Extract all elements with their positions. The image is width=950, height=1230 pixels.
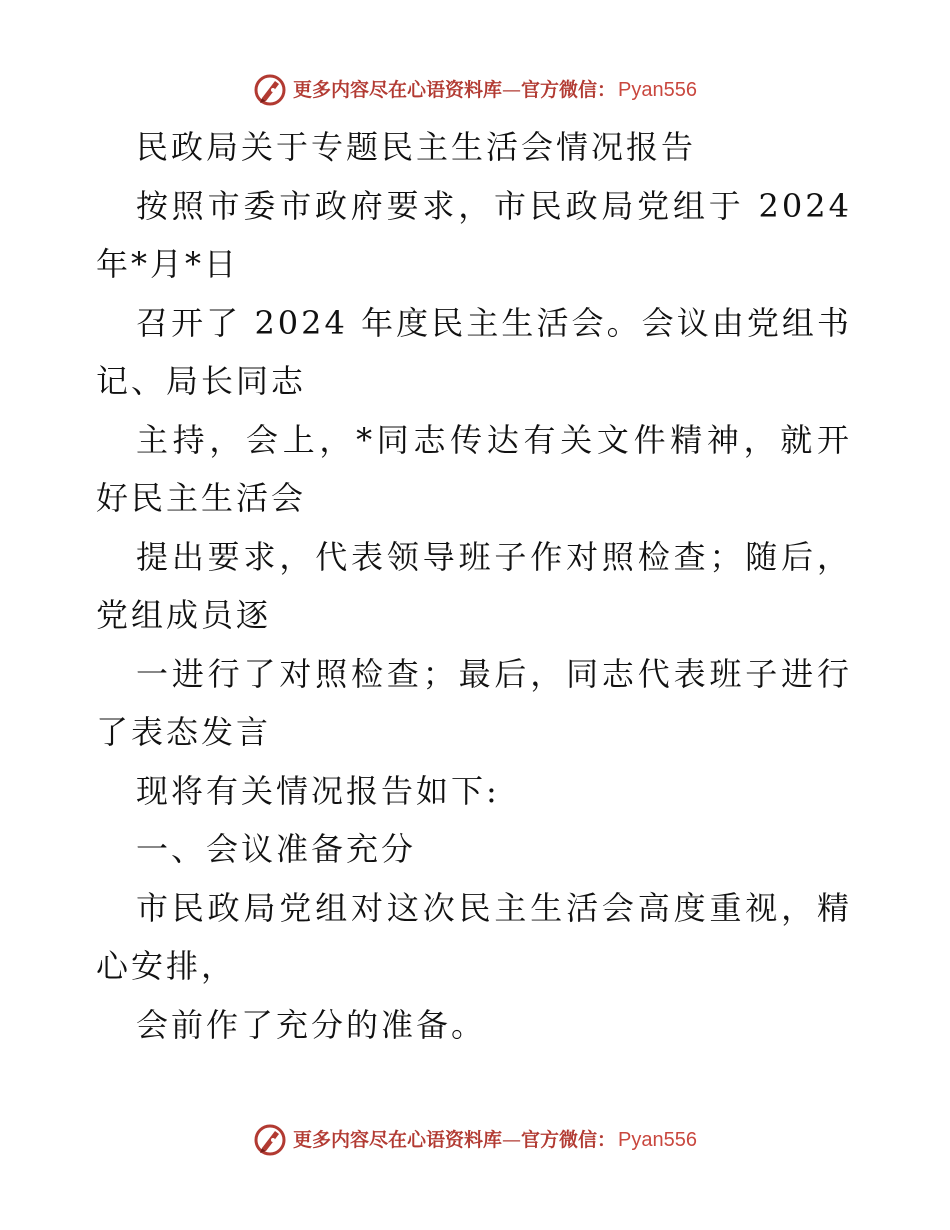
document-body <box>96 118 852 1054</box>
banner-separator: — <box>502 1129 522 1151</box>
paragraph: 召开了 2024 年度民主生活会。会议由党组书记、局长同志 <box>96 303 852 400</box>
paragraph: 按照市委市政府要求，市民政局党组于 2024 年*月*日 <box>96 186 852 283</box>
footer-banner <box>0 1120 950 1160</box>
paragraph: 市民政局党组对这次民主生活会高度重视，精心安排， <box>96 888 852 985</box>
pen-logo-icon <box>253 73 287 107</box>
banner-wechat-label: 官方微信： <box>521 79 617 101</box>
paragraph: 主持，会上，*同志传达有关文件精神，就开好民主生活会 <box>96 420 852 517</box>
section-heading: 一、会议准备充分 <box>136 830 417 868</box>
pen-logo-icon <box>253 1123 287 1157</box>
banner-main-text: 更多内容尽在心语资料库 <box>293 1129 503 1151</box>
footer-banner-text <box>293 1128 697 1152</box>
paragraph: 提出要求，代表领导班子作对照检查；随后，党组成员逐 <box>96 537 852 634</box>
banner-wechat-id: Pyan556 <box>618 79 697 101</box>
header-banner-text <box>293 78 697 102</box>
banner-wechat-id: Pyan556 <box>618 1129 697 1151</box>
banner-separator: — <box>502 79 522 101</box>
paragraph: 民政局关于专题民主生活会情况报告 <box>136 128 697 166</box>
header-banner <box>0 70 950 110</box>
banner-main-text: 更多内容尽在心语资料库 <box>293 79 503 101</box>
paragraph: 现将有关情况报告如下: <box>136 771 500 810</box>
paragraph: 会前作了充分的准备。 <box>136 1005 487 1044</box>
banner-wechat-label: 官方微信： <box>521 1129 617 1151</box>
paragraph: 一进行了对照检查；最后，同志代表班子进行了表态发言 <box>96 654 852 751</box>
